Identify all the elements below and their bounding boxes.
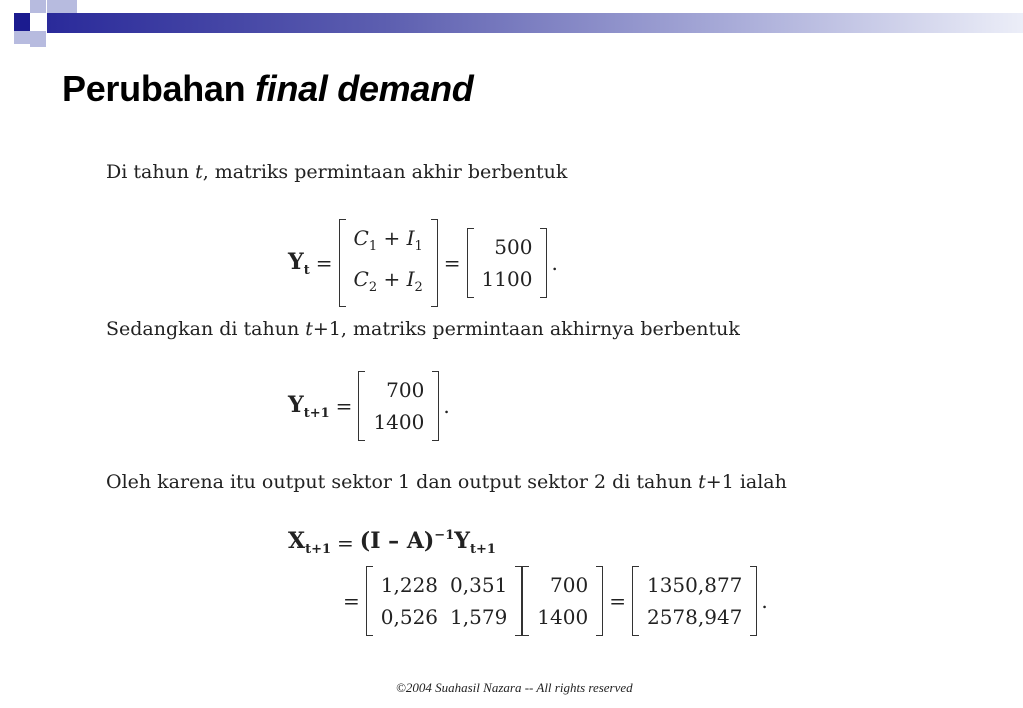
p1-var-t: t (195, 161, 203, 183)
p3-text-a: Oleh karena itu output sektor 1 dan output sektor 2 di tahun (106, 471, 699, 493)
p1-text-b: , matriks permintaan akhir berbentuk (202, 161, 568, 183)
p3-var-t: t (698, 471, 706, 493)
eq3-matrix-leontief-inverse: 1,228 0,351 0,526 1,579 (366, 566, 523, 636)
p1-text-a: Di tahun (106, 161, 196, 183)
eq1-lhs: $Y_t$ (288, 248, 310, 278)
p2-text-a: Sedangkan di tahun (106, 318, 306, 340)
eq1-matrix-values: 500 1100 (467, 228, 548, 298)
copyright-footer: ©2004 Suahasil Nazara -- All rights reserved (396, 680, 633, 695)
eq3-lhs: $X_{t+1}$ (288, 528, 332, 557)
paragraph-2 (106, 318, 740, 340)
paragraph-1 (106, 161, 567, 183)
eq1-matrix-symbolic: $C_1 + I_1$ $C_2 + I_2$ (339, 219, 438, 307)
equation-yt1: $Y_{t+1}$ = 700 1400 . (288, 371, 450, 441)
p2-text-b: +1, matriks permintaan akhirnya berbentuk (312, 318, 740, 340)
eq3-matrix-demand: 700 1400 (522, 566, 603, 636)
p2-var-t: t (305, 318, 313, 340)
eq2-matrix-values: 700 1400 (358, 371, 439, 441)
title-gradient-bar (47, 13, 1023, 33)
eq3-inverse: $(I - A)^{-1}Y_{t+1}$ (359, 528, 496, 557)
equation-xt1-line2: = 1,228 0,351 0,526 1,579 700 1400 = 1350,877 2578,947 . (343, 566, 768, 636)
slide-title (62, 68, 474, 110)
title-main: Perubahan (62, 68, 246, 109)
p3-text-b: +1 ialah (705, 471, 787, 493)
eq2-lhs: $Y_{t+1}$ (288, 391, 330, 421)
title-italic: final demand (255, 68, 474, 109)
equation-yt: $Y_t$ = $C_1 + I_1$ $C_2 + I_2$ = 500 1100 . (288, 219, 558, 307)
eq3-matrix-output: 1350,877 2578,947 (632, 566, 757, 636)
equation-xt1-line1: $X_{t+1}$ = $(I - A)^{-1}Y_{t+1}$ (288, 528, 496, 557)
paragraph-3 (106, 471, 787, 493)
